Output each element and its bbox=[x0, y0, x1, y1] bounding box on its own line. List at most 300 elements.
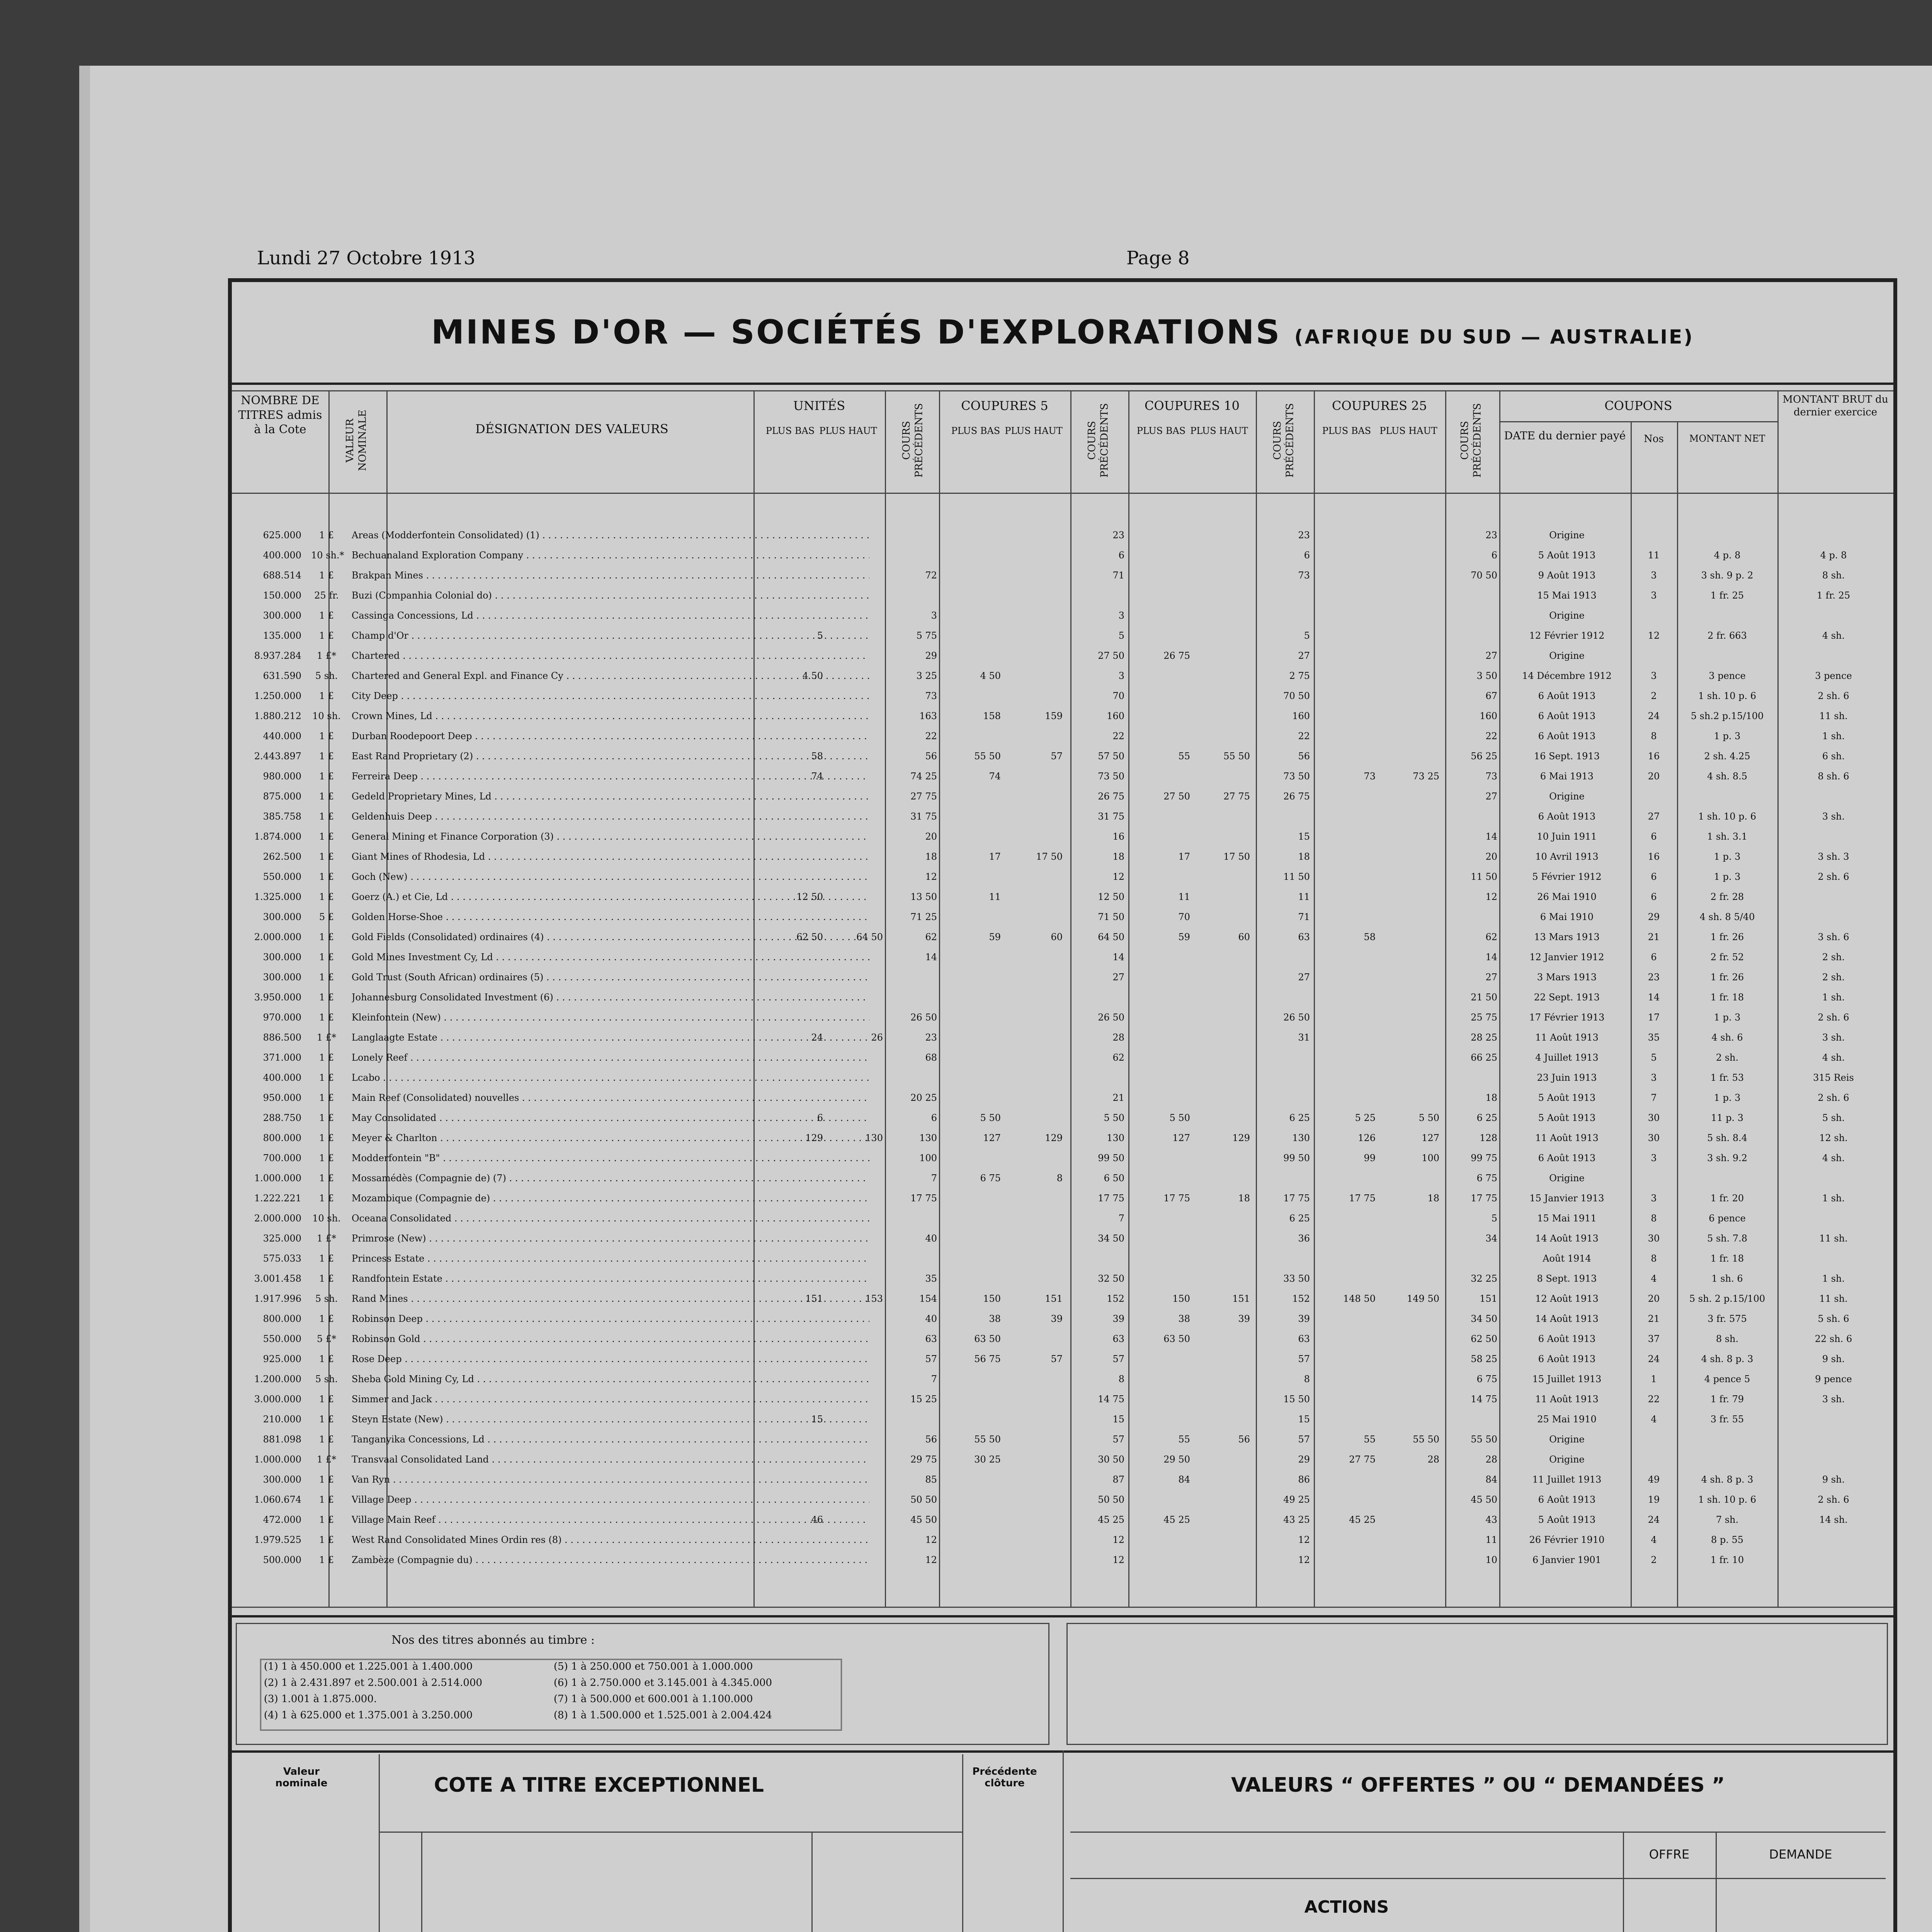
table-cell: Cassinga Concessions, Ld . . . bbox=[352, 610, 869, 621]
table-cell: 16 bbox=[1112, 831, 1124, 842]
table-cell: 62 bbox=[1485, 932, 1497, 942]
note-line: (1) 1 à 450.000 et 1.225.001 à 1.400.000 bbox=[264, 1661, 473, 1672]
table-cell: 1 £ bbox=[319, 831, 334, 842]
table-cell: 40 bbox=[925, 1233, 937, 1244]
table-cell: 4 sh. 8 p. 3 bbox=[1701, 1474, 1753, 1485]
table-row bbox=[236, 1012, 1889, 1023]
table-cell: 1 £ bbox=[319, 791, 334, 802]
table-cell: 2 sh. 6 bbox=[1818, 1092, 1849, 1103]
table-cell: 15 Mai 1911 bbox=[1537, 1213, 1597, 1224]
table-cell: 6 Août 1913 bbox=[1538, 1494, 1596, 1505]
table-row bbox=[236, 1293, 1889, 1304]
table-cell: City Deep . . . bbox=[352, 690, 869, 702]
table-cell: 23 bbox=[1485, 530, 1497, 541]
table-cell: 440.000 bbox=[263, 731, 301, 742]
table-cell: 100 bbox=[919, 1153, 937, 1163]
table-cell: 15 bbox=[1298, 1414, 1310, 1425]
table-cell: 22 bbox=[1298, 731, 1310, 742]
table-cell: 4 p. 8 bbox=[1714, 550, 1741, 561]
table-row bbox=[236, 630, 1889, 641]
table-cell: 18 bbox=[1427, 1193, 1439, 1204]
table-cell: 12 bbox=[925, 1534, 937, 1545]
table-cell: 38 bbox=[989, 1313, 1001, 1324]
table-cell: 57 bbox=[1051, 751, 1063, 762]
table-cell: 1 p. 3 bbox=[1714, 1092, 1741, 1103]
table-cell: 27 bbox=[1485, 650, 1497, 661]
table-cell: 152 bbox=[1107, 1293, 1124, 1304]
table-cell: 18 bbox=[1112, 851, 1124, 862]
table-cell: 30 25 bbox=[974, 1454, 1001, 1465]
table-cell: Goch (New) . . . bbox=[352, 871, 869, 883]
table-cell: 2 sh. 6 bbox=[1818, 1494, 1849, 1505]
table-row bbox=[236, 570, 1889, 581]
table-cell: 1.325.000 bbox=[254, 891, 301, 902]
note-line: (2) 1 à 2.431.897 et 2.500.001 à 2.514.000 bbox=[264, 1677, 483, 1689]
table-cell: Lcabo . . . bbox=[352, 1072, 869, 1083]
table-cell: 4 bbox=[1651, 1273, 1657, 1284]
table-cell: 21 bbox=[1648, 932, 1660, 942]
table-cell: Tanganyika Concessions, Ld . . . bbox=[352, 1434, 869, 1445]
page-folio bbox=[180, 243, 1918, 274]
table-cell: 2 bbox=[1651, 1554, 1657, 1565]
table-row bbox=[236, 770, 1889, 782]
table-cell: 12 Février 1912 bbox=[1529, 630, 1605, 641]
table-cell: 73 bbox=[1298, 570, 1310, 581]
table-cell: 1 £ bbox=[319, 1193, 334, 1204]
table-cell: 881.098 bbox=[263, 1434, 301, 1445]
table-cell: 130 bbox=[1107, 1133, 1124, 1143]
table-cell: 21 bbox=[1112, 1092, 1124, 1103]
table-row bbox=[236, 1494, 1889, 1505]
table-cell: 17 50 bbox=[1036, 851, 1063, 862]
table-cell: 37 bbox=[1648, 1333, 1660, 1344]
table-cell: 5 sh. bbox=[315, 1374, 338, 1384]
table-cell: 135.000 bbox=[263, 630, 301, 641]
table-cell: 22 bbox=[1648, 1394, 1660, 1405]
table-row bbox=[236, 1454, 1889, 1465]
table-cell: 2 sh. bbox=[1822, 972, 1845, 983]
table-cell: 5 sh.2 p.15/100 bbox=[1690, 711, 1764, 721]
table-cell: 55 50 bbox=[1413, 1434, 1439, 1445]
table-cell: Août 1914 bbox=[1543, 1253, 1591, 1264]
exc-col-precedente: Précédente clôture bbox=[972, 1766, 1037, 1789]
table-cell: 6 bbox=[1651, 891, 1657, 902]
table-row bbox=[236, 1092, 1889, 1104]
table-cell: 55 50 bbox=[1471, 1434, 1497, 1445]
table-cell: 55 bbox=[1178, 751, 1190, 762]
table-cell: 2 sh. 4.25 bbox=[1704, 751, 1750, 762]
table-cell: 14 bbox=[1485, 952, 1497, 963]
table-cell: 1 £ bbox=[319, 1394, 334, 1405]
table-cell: 6 bbox=[1491, 550, 1497, 561]
table-cell: 10 sh. bbox=[312, 711, 341, 721]
table-cell: 20 bbox=[925, 831, 937, 842]
col-cours-2: COURS PRÉCÉDENTS bbox=[1086, 403, 1111, 478]
table-cell: 26 50 bbox=[910, 1012, 937, 1023]
table-cell: 300.000 bbox=[263, 610, 301, 621]
table-cell: 6 Janvier 1901 bbox=[1532, 1554, 1601, 1565]
table-row bbox=[236, 951, 1889, 963]
table-cell: 5 £* bbox=[316, 1333, 337, 1344]
table-cell: 8 p. 55 bbox=[1711, 1534, 1744, 1545]
table-cell: 34 50 bbox=[1471, 1313, 1497, 1324]
table-cell: 1.200.000 bbox=[254, 1374, 301, 1384]
table-cell: 3 fr. 575 bbox=[1708, 1313, 1747, 1324]
table-cell: 14 Décembre 1912 bbox=[1522, 670, 1612, 681]
table-cell: 6 pence bbox=[1709, 1213, 1746, 1224]
table-cell: 1 p. 3 bbox=[1714, 871, 1741, 882]
note-line: (3) 1.001 à 1.875.000. bbox=[264, 1693, 377, 1705]
table-cell: 45 50 bbox=[1471, 1494, 1497, 1505]
table-cell: General Mining et Finance Corporation (3) . . . bbox=[352, 831, 869, 842]
table-cell: 6 bbox=[931, 1112, 937, 1123]
mines-table bbox=[232, 390, 1893, 1607]
table-cell: 688.514 bbox=[263, 570, 301, 581]
table-cell: May Consolidated . . . bbox=[352, 1112, 869, 1124]
table-cell: 62 bbox=[1112, 1052, 1124, 1063]
table-cell: 32 25 bbox=[1471, 1273, 1497, 1284]
table-cell: 15 bbox=[1298, 831, 1310, 842]
table-cell: 3 sh. bbox=[1822, 1394, 1845, 1405]
notes-box bbox=[236, 1623, 1049, 1745]
table-cell: 4 sh. 8 p. 3 bbox=[1701, 1354, 1753, 1364]
table-cell: 6 Août 1913 bbox=[1538, 731, 1596, 742]
table-cell: 11 sh. bbox=[1819, 711, 1848, 721]
col-c5-haut: PLUS HAUT bbox=[1005, 425, 1063, 436]
table-cell: 17 75 bbox=[1471, 1193, 1497, 1204]
table-cell: Van Ryn . . . bbox=[352, 1474, 869, 1485]
table-cell: 38 bbox=[1178, 1313, 1190, 1324]
table-cell: 23 bbox=[1298, 530, 1310, 541]
table-cell: Langlaagte Estate . . . bbox=[352, 1032, 869, 1043]
table-cell: 15 Janvier 1913 bbox=[1529, 1193, 1604, 1204]
table-cell: 57 50 bbox=[1098, 751, 1124, 762]
table-row bbox=[236, 1434, 1889, 1445]
table-cell: 8 sh. bbox=[1716, 1333, 1739, 1344]
table-cell: 5 sh. 8.4 bbox=[1707, 1133, 1748, 1143]
table-cell: Lonely Reef . . . bbox=[352, 1052, 869, 1063]
table-cell: Rand Mines . . . bbox=[352, 1293, 869, 1304]
table-cell: 160 bbox=[1480, 711, 1497, 721]
table-cell: 30 bbox=[1648, 1112, 1660, 1123]
table-cell: 39 bbox=[1051, 1313, 1063, 1324]
table-cell: 6 bbox=[1651, 831, 1657, 842]
table-cell: 12 sh. bbox=[1819, 1133, 1848, 1143]
table-cell: 34 bbox=[1485, 1233, 1497, 1244]
rule bbox=[232, 1615, 1893, 1617]
table-cell: 29 50 bbox=[1163, 1454, 1190, 1465]
table-cell: 4 pence 5 bbox=[1704, 1374, 1750, 1384]
table-cell: 1 fr. 25 bbox=[1816, 590, 1850, 601]
table-cell: 5 Août 1913 bbox=[1538, 1514, 1596, 1525]
table-cell: 371.000 bbox=[263, 1052, 301, 1063]
table-cell: 6 Août 1913 bbox=[1538, 811, 1596, 822]
table-cell: 11 bbox=[1178, 891, 1190, 902]
table-cell: 39 bbox=[1298, 1313, 1310, 1324]
table-cell: 12 Août 1913 bbox=[1535, 1293, 1599, 1304]
table-cell: 49 bbox=[1648, 1474, 1660, 1485]
table-cell: 3 25 bbox=[916, 670, 937, 681]
table-cell: 980.000 bbox=[263, 771, 301, 782]
table-row bbox=[236, 1072, 1889, 1083]
table-cell: 127 bbox=[983, 1133, 1001, 1143]
table-cell: 17 Février 1913 bbox=[1529, 1012, 1605, 1023]
table-cell: 99 75 bbox=[1471, 1153, 1497, 1163]
table-cell: 4 sh. 8.5 bbox=[1707, 771, 1748, 782]
table-cell: 5 50 bbox=[980, 1112, 1001, 1123]
table-cell: 3.001.458 bbox=[254, 1273, 301, 1284]
table-cell: 31 bbox=[1298, 1032, 1310, 1043]
table-cell: 150 bbox=[983, 1293, 1001, 1304]
table-cell: 1 p. 3 bbox=[1714, 851, 1741, 862]
table-cell: 84 bbox=[1178, 1474, 1190, 1485]
table-cell: 45 25 bbox=[1163, 1514, 1190, 1525]
table-cell: 150 bbox=[1172, 1293, 1190, 1304]
table-cell: 800.000 bbox=[263, 1313, 301, 1324]
table-cell: Durban Roodepoort Deep . . . bbox=[352, 730, 869, 742]
table-row bbox=[236, 1413, 1889, 1425]
table-cell: 5 sh. 7.8 bbox=[1707, 1233, 1748, 1244]
table-cell: 3 Mars 1913 bbox=[1537, 972, 1597, 983]
table-cell: 3 bbox=[1651, 590, 1657, 601]
table-cell: 55 50 bbox=[974, 751, 1001, 762]
note-line: (7) 1 à 500.000 et 600.001 à 1.100.000 bbox=[554, 1693, 753, 1705]
table-cell: 2 75 bbox=[1289, 670, 1310, 681]
table-cell: 12 bbox=[1298, 1554, 1310, 1565]
table-cell: 27 bbox=[1298, 972, 1310, 983]
table-cell: 3 sh. bbox=[1822, 1032, 1845, 1043]
table-cell: 14 Août 1913 bbox=[1535, 1313, 1599, 1324]
table-cell: 950.000 bbox=[263, 1092, 301, 1103]
table-cell: 57 bbox=[1298, 1434, 1310, 1445]
table-cell: Giant Mines of Rhodesia, Ld . . . bbox=[352, 851, 869, 862]
table-cell: 1 £ bbox=[319, 992, 334, 1003]
table-cell: 3.000.000 bbox=[254, 1394, 301, 1405]
table-cell: 62 50 bbox=[1471, 1333, 1497, 1344]
table-cell: 130 bbox=[919, 1133, 937, 1143]
table-cell: 1 sh. 3.1 bbox=[1707, 831, 1748, 842]
table-cell: 151 bbox=[1045, 1293, 1063, 1304]
table-cell: 1 £ bbox=[319, 1092, 334, 1103]
table-cell: 6 75 bbox=[1476, 1374, 1497, 1384]
table-cell: 67 bbox=[1485, 690, 1497, 701]
table-cell: 1 £ bbox=[319, 731, 334, 742]
table-cell: 24 bbox=[1648, 1354, 1660, 1364]
table-cell: Rose Deep . . . bbox=[352, 1353, 869, 1365]
table-cell: 2 sh. 6 bbox=[1818, 690, 1849, 701]
table-cell: 9 sh. bbox=[1822, 1474, 1845, 1485]
table-cell: 1.874.000 bbox=[254, 831, 301, 842]
table-cell: 1 bbox=[1651, 1374, 1657, 1384]
table-cell: Village Main Reef . . . bbox=[352, 1514, 869, 1526]
col-unites-haut: PLUS HAUT bbox=[819, 425, 877, 436]
table-cell: 1 £ bbox=[319, 1554, 334, 1565]
table-cell: Brakpan Mines . . . bbox=[352, 570, 869, 581]
table-cell: 9 Août 1913 bbox=[1538, 570, 1596, 581]
table-row bbox=[236, 610, 1889, 621]
table-cell: 1.000.000 bbox=[254, 1454, 301, 1465]
table-cell: 56 bbox=[925, 1434, 937, 1445]
table-cell: 15 25 bbox=[910, 1394, 937, 1405]
table-cell: 1 fr. 79 bbox=[1710, 1394, 1744, 1405]
col-montant-net: MONTANT NET bbox=[1689, 433, 1765, 444]
table-cell: 27 75 bbox=[1349, 1454, 1376, 1465]
table-cell: Gold Trust (South African) ordinaires (5) . . . bbox=[352, 971, 869, 983]
table-cell: 148 50 bbox=[1343, 1293, 1376, 1304]
table-cell: 59 bbox=[1178, 932, 1190, 942]
table-cell: 5 bbox=[1651, 1052, 1657, 1063]
table-cell: 14 75 bbox=[1098, 1394, 1124, 1405]
table-row bbox=[236, 590, 1889, 601]
table-cell: 21 bbox=[1648, 1313, 1660, 1324]
table-cell: 57 bbox=[925, 1354, 937, 1364]
note-line: (6) 1 à 2.750.000 et 3.145.001 à 4.345.000 bbox=[554, 1677, 772, 1689]
page-title bbox=[232, 313, 1893, 352]
table-cell: 1.250.000 bbox=[254, 690, 301, 701]
table-cell: 5 bbox=[817, 630, 823, 641]
table-cell: 27 bbox=[1485, 791, 1497, 802]
table-cell: Modderfontein "B" . . . bbox=[352, 1152, 869, 1164]
exc-title: COTE A TITRE EXCEPTIONNEL bbox=[434, 1774, 764, 1797]
col-c10-bas: PLUS BAS bbox=[1136, 425, 1186, 436]
table-cell: 10 bbox=[1485, 1554, 1497, 1565]
table-cell: Origine bbox=[1549, 610, 1585, 621]
table-cell: 6 Août 1913 bbox=[1538, 711, 1596, 721]
table-cell: 3 50 bbox=[1476, 670, 1497, 681]
table-cell: 1 £ bbox=[319, 1414, 334, 1425]
table-cell: 1.979.525 bbox=[254, 1534, 301, 1545]
table-cell: 11 Juillet 1913 bbox=[1532, 1474, 1602, 1485]
table-cell: 700.000 bbox=[263, 1153, 301, 1163]
table-cell: 5 Février 1912 bbox=[1532, 871, 1602, 882]
table-cell: 18 bbox=[1238, 1193, 1250, 1204]
table-cell: 12 bbox=[1112, 1554, 1124, 1565]
table-cell: 10 sh. bbox=[312, 1213, 341, 1224]
table-cell: 23 bbox=[1648, 972, 1660, 983]
table-cell: 129 bbox=[1045, 1133, 1063, 1143]
table-cell: 20 bbox=[1648, 1293, 1660, 1304]
table-cell: Origine bbox=[1549, 650, 1585, 661]
table-cell: 22 bbox=[1485, 731, 1497, 742]
table-cell: 7 sh. bbox=[1716, 1514, 1739, 1525]
table-cell: 29 75 bbox=[910, 1454, 937, 1465]
table-cell: 5 sh. bbox=[315, 1293, 338, 1304]
table-row bbox=[236, 992, 1889, 1003]
table-cell: 1 £* bbox=[316, 1032, 337, 1043]
table-cell: Johannesburg Consolidated Investment (6) . . . bbox=[352, 992, 869, 1003]
table-cell: Oceana Consolidated . . . bbox=[352, 1213, 869, 1224]
table-cell: 74 25 bbox=[910, 771, 937, 782]
table-cell: 57 bbox=[1298, 1354, 1310, 1364]
col-numero: Nos bbox=[1644, 433, 1664, 445]
table-cell: 1 £ bbox=[319, 952, 334, 963]
table-cell: 1 £ bbox=[319, 1494, 334, 1505]
table-cell: Princess Estate . . . bbox=[352, 1253, 869, 1264]
table-cell: 12 bbox=[925, 1554, 937, 1565]
table-cell: 58 bbox=[811, 751, 823, 762]
table-cell: 4 50 bbox=[802, 670, 823, 681]
table-cell: 6 25 bbox=[1289, 1112, 1310, 1123]
table-cell: 28 25 bbox=[1471, 1032, 1497, 1043]
col-cours-4: COURS PRÉCÉDENTS bbox=[1459, 403, 1483, 478]
table-row bbox=[236, 1052, 1889, 1063]
table-cell: 15 bbox=[1112, 1414, 1124, 1425]
table-cell: 3 bbox=[1118, 670, 1124, 681]
rule bbox=[232, 383, 1893, 385]
table-cell: 16 Sept. 1913 bbox=[1534, 751, 1600, 762]
table-cell: 2.443.897 bbox=[254, 751, 301, 762]
table-row bbox=[236, 1032, 1889, 1043]
table-cell: Chartered . . . bbox=[352, 650, 869, 662]
table-cell: 1 fr. 18 bbox=[1710, 1253, 1744, 1264]
table-row bbox=[236, 1132, 1889, 1144]
table-cell: 15 bbox=[811, 1414, 823, 1425]
table-cell: 62 50 bbox=[796, 932, 823, 942]
table-cell: Geldenhuis Deep . . . bbox=[352, 811, 869, 822]
table-cell: 24 bbox=[1648, 711, 1660, 721]
table-cell: 13 50 bbox=[910, 891, 937, 902]
table-cell: 6 bbox=[817, 1112, 823, 1123]
table-cell: 50 50 bbox=[1098, 1494, 1124, 1505]
table-cell: 63 bbox=[1298, 1333, 1310, 1344]
table-cell: 1 £ bbox=[319, 972, 334, 983]
table-row bbox=[236, 891, 1889, 903]
table-cell: 3 fr. 55 bbox=[1710, 1414, 1744, 1425]
table-cell: 6 bbox=[1118, 550, 1124, 561]
table-cell: 130 bbox=[865, 1133, 883, 1143]
table-cell: 57 bbox=[1112, 1354, 1124, 1364]
table-cell: 3 pence bbox=[1709, 670, 1746, 681]
table-cell: 300.000 bbox=[263, 912, 301, 922]
table-cell: 60 bbox=[1238, 932, 1250, 942]
table-cell: 73 25 bbox=[1413, 771, 1439, 782]
table-row bbox=[236, 1393, 1889, 1405]
page-number: Page 8 bbox=[1126, 247, 1190, 269]
table-cell: 3 bbox=[1118, 610, 1124, 621]
table-cell: 26 Mai 1910 bbox=[1537, 891, 1597, 902]
table-cell: 151 bbox=[1480, 1293, 1497, 1304]
table-cell: 15 Juillet 1913 bbox=[1532, 1374, 1602, 1384]
table-cell: 84 bbox=[1485, 1474, 1497, 1485]
table-cell: 3 bbox=[1651, 1072, 1657, 1083]
table-cell: 28 bbox=[1485, 1454, 1497, 1465]
table-row bbox=[236, 1373, 1889, 1385]
table-cell: 6 50 bbox=[1104, 1173, 1124, 1184]
table-cell: 34 50 bbox=[1098, 1233, 1124, 1244]
table-cell: 1 £ bbox=[319, 811, 334, 822]
table-cell: 29 bbox=[1298, 1454, 1310, 1465]
table-row bbox=[236, 670, 1889, 682]
table-cell: 43 25 bbox=[1283, 1514, 1310, 1525]
table-cell: 5 sh. bbox=[315, 670, 338, 681]
col-designation: DÉSIGNATION DES VALEURS bbox=[475, 422, 668, 436]
col-coupons: COUPONS bbox=[1604, 398, 1672, 413]
table-cell: 3 bbox=[1651, 670, 1657, 681]
table-cell: 12 bbox=[1485, 891, 1497, 902]
table-cell: 17 bbox=[1178, 851, 1190, 862]
table-cell: 7 bbox=[931, 1173, 937, 1184]
table-cell: 56 bbox=[1298, 751, 1310, 762]
table-cell: 73 50 bbox=[1283, 771, 1310, 782]
table-cell: 2 sh. bbox=[1716, 1052, 1739, 1063]
table-cell: 153 bbox=[865, 1293, 883, 1304]
table-cell: 6 Mai 1910 bbox=[1540, 912, 1594, 922]
table-row bbox=[236, 1554, 1889, 1566]
table-cell: 3 sh. 3 bbox=[1818, 851, 1849, 862]
table-cell: 8 sh. bbox=[1822, 570, 1845, 581]
table-row bbox=[236, 1253, 1889, 1264]
table-cell: Origine bbox=[1549, 791, 1585, 802]
